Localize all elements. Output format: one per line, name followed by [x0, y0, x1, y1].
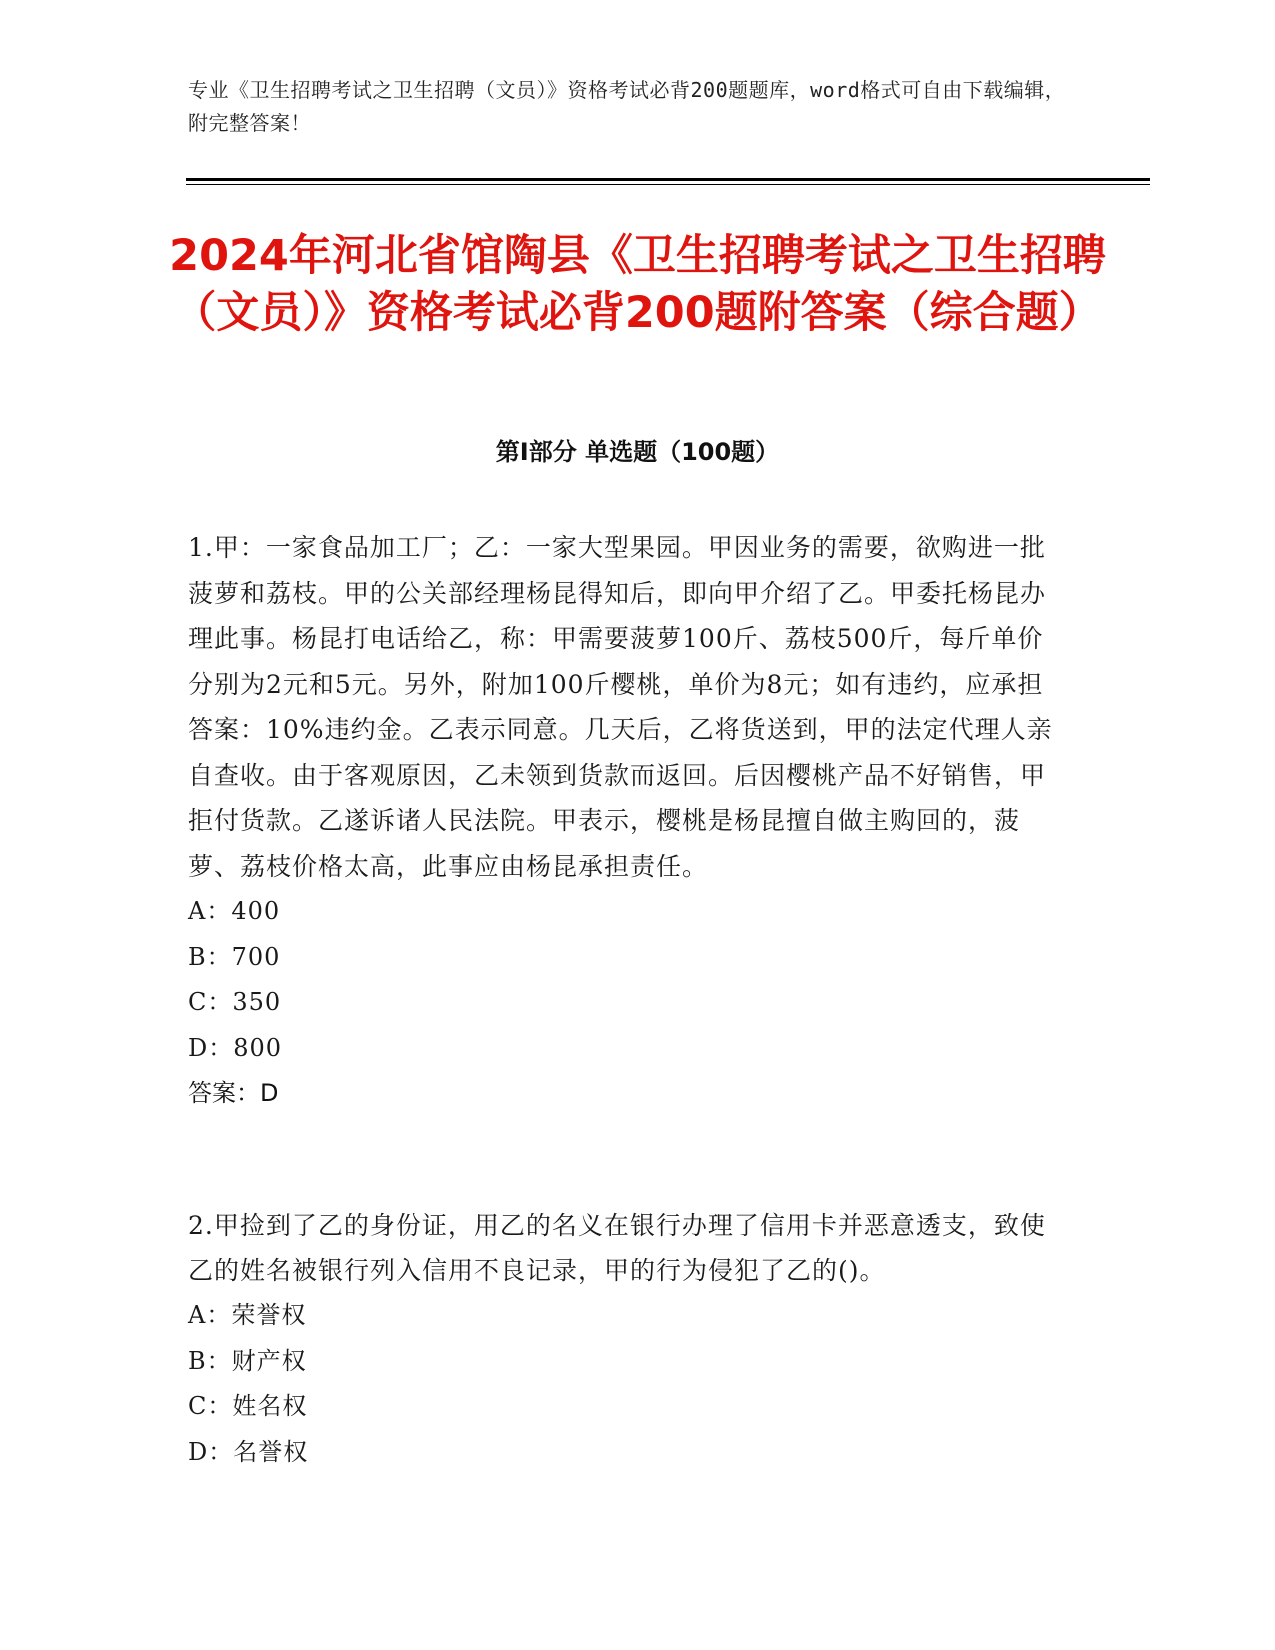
answer: 答案：D [188, 1079, 279, 1107]
question-2 [188, 1203, 1068, 1475]
question-stem: 2.甲捡到了乙的身份证，用乙的名义在银行办理了信用卡并恶意透支，致使乙的姓名被银行列入信用不良记录，甲的行为侵犯了乙的()。 [188, 1211, 1046, 1285]
question-1 [188, 525, 1068, 1116]
question-stem: 1.甲：一家食品加工厂；乙：一家大型果园。甲因业务的需要，欲购进一批菠萝和荔枝。甲的公关部经理杨昆得知后，即向甲介绍了乙。甲委托杨昆办理此事。杨昆打电话给乙，称：甲需要菠萝100斤、荔枝500斤，每斤单价分别为2元和5元。另外，附加100斤樱桃，单价为8元；如有违约，应承担答案：10%违约金。乙表示同意。几天后，乙将货送到，甲的法定代理人亲自查收。由于客观原因，乙未领到货款而返回。后因樱桃产品不好销售，甲拒付货款。乙遂诉诸人民法院。甲表示，樱桃是杨昆擅自做主购回的，菠萝、荔枝价格太高，此事应由杨昆承担责任。 [188, 533, 1053, 881]
option-a: A：400 [188, 897, 281, 925]
section-heading: 第I部分 单选题（100题） [495, 438, 780, 466]
option-b: B：财产权 [188, 1346, 307, 1375]
header-rule-thin [186, 184, 1150, 185]
option-d: D：800 [188, 1033, 283, 1062]
header-note: 专业《卫生招聘考试之卫生招聘（文员）》资格考试必背200题题库，word格式可自由下载编辑，附完整答案！ [188, 78, 1066, 135]
document-title: 2024年河北省馆陶县《卫生招聘考试之卫生招聘（文员）》资格考试必背200题附答案（综合题） [169, 231, 1106, 338]
option-c: C：姓名权 [188, 1392, 308, 1420]
option-d: D：名誉权 [188, 1437, 309, 1466]
option-a: A：荣誉权 [188, 1301, 307, 1329]
option-b: B：700 [188, 942, 281, 971]
option-c: C：350 [188, 988, 282, 1016]
header-rule-thick [186, 178, 1150, 181]
